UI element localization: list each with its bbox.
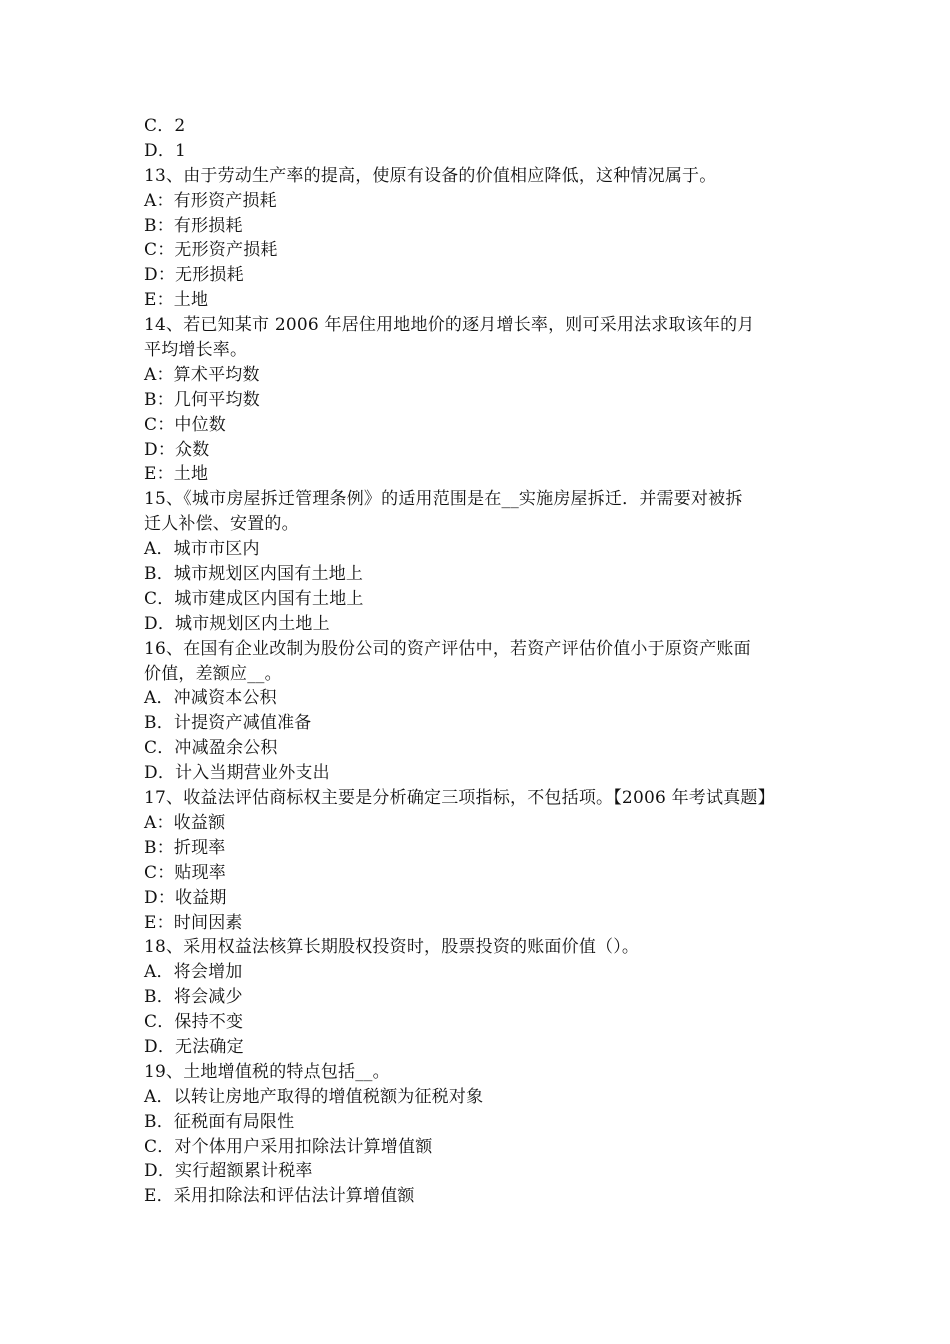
option-line: B．计提资产减值准备 xyxy=(144,713,312,734)
question-15-continued: 迁人补偿、安置的。 xyxy=(144,514,299,535)
option-line: C．保持不变 xyxy=(144,1012,244,1033)
option-line: E：土地 xyxy=(144,290,209,311)
option-line: A．将会增加 xyxy=(144,962,243,983)
option-line: A．冲减资本公积 xyxy=(144,688,277,709)
option-line: A：有形资产损耗 xyxy=(144,190,277,211)
option-line: D：无形损耗 xyxy=(144,265,244,286)
option-line: C．2 xyxy=(144,116,186,136)
option-line: D．计入当期营业外支出 xyxy=(144,763,330,784)
option-line: C：中位数 xyxy=(144,414,227,435)
option-line: B．城市规划区内国有土地上 xyxy=(144,564,364,585)
option-line: A：算术平均数 xyxy=(144,364,260,385)
option-line: D：收益期 xyxy=(144,887,227,908)
option-line: E．采用扣除法和评估法计算增值额 xyxy=(144,1186,415,1207)
option-line: B．将会减少 xyxy=(144,987,243,1008)
question-16: 16、在国有企业改制为股份公司的资产评估中，若资产评估价值小于原资产账面 xyxy=(144,638,751,659)
document-body xyxy=(144,114,814,1209)
option-line: A．城市市区内 xyxy=(144,539,260,560)
option-line: C．对个体用户采用扣除法计算增值额 xyxy=(144,1136,433,1157)
option-line: D．城市规划区内土地上 xyxy=(144,613,330,634)
option-line: C：贴现率 xyxy=(144,862,227,883)
question-17: 17、收益法评估商标权主要是分析确定三项指标，不包括项。【2006 年考试真题】 xyxy=(144,788,775,809)
option-line: B．征税面有局限性 xyxy=(144,1111,295,1132)
option-line: C．城市建成区内国有土地上 xyxy=(144,588,364,609)
question-13: 13、由于劳动生产率的提高，使原有设备的价值相应降低，这种情况属于。 xyxy=(144,165,717,186)
question-15: 15、《城市房屋拆迁管理条例》的适用范围是在__实施房屋拆迁．并需要对被拆 xyxy=(144,489,743,510)
option-line: E：土地 xyxy=(144,464,209,485)
question-14: 14、若已知某市 2006 年居住用地地价的逐月增长率，则可采用法求取该年的月 xyxy=(144,315,755,336)
option-line: D．无法确定 xyxy=(144,1036,244,1057)
option-line: B：有形损耗 xyxy=(144,215,243,236)
question-19: 19、土地增值税的特点包括__。 xyxy=(144,1061,390,1082)
option-line: D．实行超额累计税率 xyxy=(144,1161,313,1182)
option-line: A：收益额 xyxy=(144,812,226,833)
question-14-continued: 平均增长率。 xyxy=(144,340,248,361)
question-16-continued: 价值，差额应__。 xyxy=(144,663,282,684)
option-line: C．冲减盈余公积 xyxy=(144,738,278,759)
question-18: 18、采用权益法核算长期股权投资时，股票投资的账面价值（）。 xyxy=(144,937,640,958)
option-line: C：无形资产损耗 xyxy=(144,240,278,261)
option-line: A．以转让房地产取得的增值税额为征税对象 xyxy=(144,1086,484,1107)
option-line: D：众数 xyxy=(144,439,210,460)
option-line: E：时间因素 xyxy=(144,912,243,933)
option-line: D．1 xyxy=(144,140,187,161)
option-line: B：几何平均数 xyxy=(144,389,260,410)
option-line: B：折现率 xyxy=(144,837,226,858)
